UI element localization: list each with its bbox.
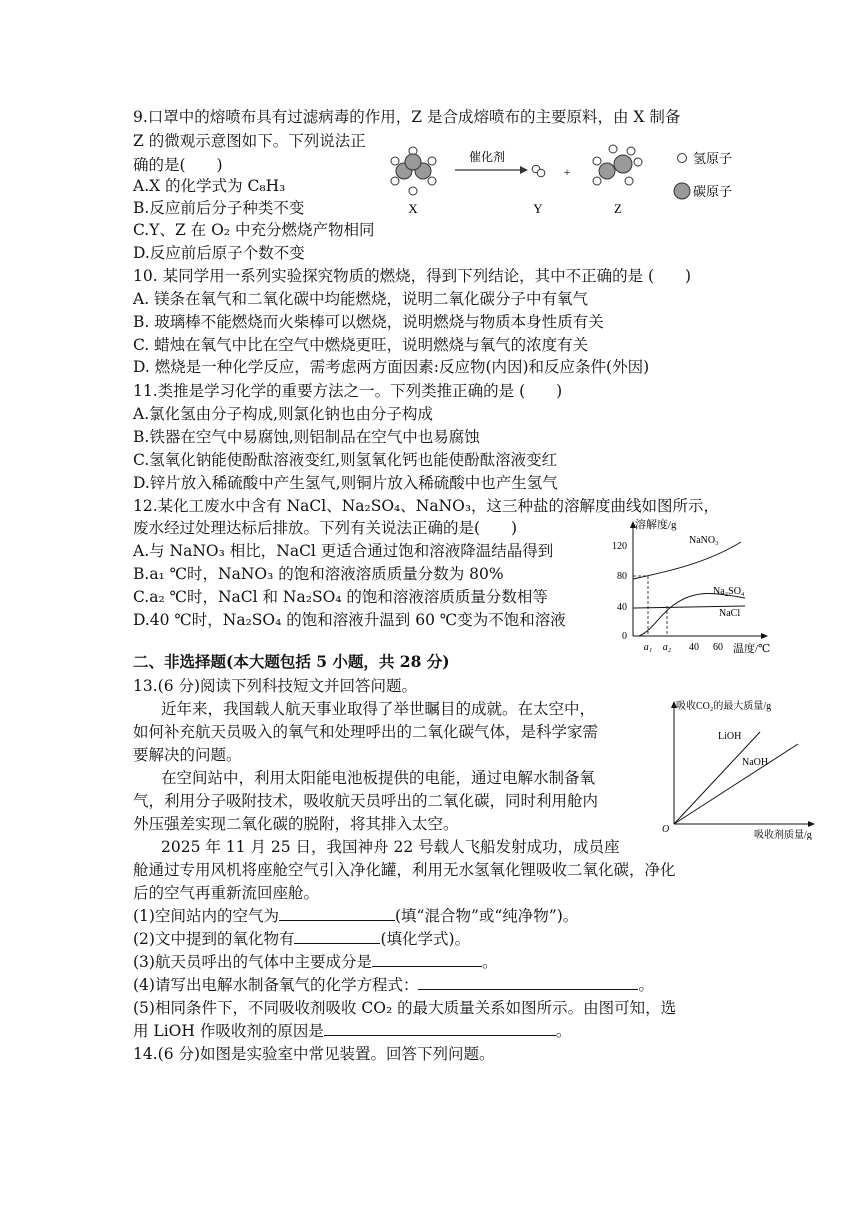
q9-stem-line1: 9.口罩中的熔喷布具有过滤病毒的作用，Z 是合成熔喷布的主要原料，由 X 制备 — [133, 108, 681, 126]
q13-sub4-blank[interactable] — [418, 975, 638, 990]
q13-sub4 — [133, 975, 654, 995]
q13-para1-line2: 如何补充航天员吸入的氧气和处理呼出的二氧化碳气体，是科学家需 — [133, 723, 599, 741]
q12-stem-line1: 12.某化工废水中含有 NaCl、Na₂SO₄、NaNO₃，这三种盐的溶解度曲线如图所示， — [133, 497, 720, 515]
q12-option-a: A.与 NaNO₃ 相比，NaCl 更适合通过饱和溶液降温结晶得到 — [133, 542, 554, 560]
q10-option-a: A. 镁条在氧气和二氧化碳中均能燃烧，说明二氧化碳分子中有氧气 — [133, 290, 589, 308]
x-axis-label: 吸收剂质量/g — [754, 830, 812, 840]
q13-sub1-prompt: (1)空间站内的空气为 — [133, 907, 279, 925]
origin-label: O — [662, 824, 670, 835]
x-axis-arrow-icon — [808, 821, 815, 827]
molecule-z — [593, 145, 642, 185]
label-x: X — [408, 201, 418, 216]
q12-stem-line2: 废水经过处理达标后排放。下列有关说法正确的是( ) — [133, 519, 518, 537]
q12-option-d: D.40 ℃时，Na₂SO₄ 的饱和溶液升温到 60 ℃变为不饱和溶液 — [133, 611, 566, 629]
q13-para3-line3: 后的空气再重新流回座舱。 — [133, 884, 320, 902]
q13-para3-line2: 舱通过专用风机将座舱空气引入净化罐，利用无水氢氧化锂吸收二氧化碳，净化 — [133, 861, 676, 879]
series-label-nano3: NaNO₃ — [689, 535, 719, 546]
q11-option-c: C.氢氧化钠能使酚酞溶液变红,则氢氧化钙也能使酚酞溶液变红 — [133, 451, 558, 469]
x-axis-arrow-icon — [761, 633, 768, 639]
x-tick: a₁ — [643, 642, 653, 653]
q13-sub3-prompt: (3)航天员呼出的气体中主要成分是 — [133, 953, 372, 971]
q10-option-d: D. 燃烧是一种化学反应，需考虑两方面因素:反应物(内因)和反应条件(外因) — [133, 358, 650, 376]
q13-sub3 — [133, 952, 497, 972]
q9-option-a: A.X 的化学式为 C₈H₃ — [133, 177, 286, 195]
q13-sub1-suffix: (填“混合物”或“纯净物”)。 — [394, 907, 579, 925]
q13-sub3-suffix: 。 — [481, 953, 498, 971]
y-tick: 40 — [617, 602, 627, 613]
series-label-na2so4: Na₂SO₄ — [713, 586, 745, 597]
series-label-naoh: NaOH — [742, 757, 769, 768]
y-tick: 80 — [617, 571, 627, 582]
curve-nano3 — [633, 542, 741, 579]
q13-sub5-line1: (5)相同条件下，不同吸收剂吸收 CO₂ 的最大质量关系如图所示。由图可知，选 — [133, 999, 677, 1017]
plus-sign: + — [563, 165, 571, 179]
q13-para1-line1: 近年来，我国载人航天事业取得了举世瞩目的成就。在太空中， — [161, 700, 596, 718]
q10-stem: 10. 某同学用一系列实验探究物质的燃烧，得到下列结论，其中不正确的是 ( ) — [133, 267, 692, 285]
q13-para1-line3: 要解决的问题。 — [133, 746, 242, 764]
legend-hydrogen-label: 氢原子 — [693, 151, 733, 166]
series-label-nacl: NaCl — [719, 608, 741, 619]
q12-option-c: C.a₂ ℃时，NaCl 和 Na₂SO₄ 的饱和溶液溶质质量分数相等 — [133, 588, 548, 606]
q13-sub5-blank[interactable] — [324, 1021, 556, 1036]
q9-option-d: D.反应前后原子个数不变 — [133, 244, 305, 262]
q11-option-b: B.铁器在空气中易腐蚀,则铝制品在空气中也易腐蚀 — [133, 428, 480, 446]
q11-option-d: D.锌片放入稀硫酸中产生氢气,则铜片放入稀硫酸中也产生氢气 — [133, 474, 558, 492]
absorbent-chart — [660, 696, 832, 840]
q11-stem: 11.类推是学习化学的重要方法之一。下列类推正确的是 ( ) — [133, 382, 563, 400]
y-tick: 120 — [612, 541, 627, 552]
catalyst-label: 催化剂 — [468, 150, 506, 164]
molecule-x — [391, 147, 436, 195]
q14-stem: 14.(6 分)如图是实验室中常见装置。回答下列问题。 — [133, 1045, 495, 1063]
x-tick: 40 — [689, 642, 699, 653]
q13-sub3-blank[interactable] — [372, 952, 482, 967]
q9-option-b: B.反应前后分子种类不变 — [133, 199, 305, 217]
q11-option-a: A.氯化氢由分子构成,则氯化钠也由分子构成 — [133, 405, 434, 423]
section-heading: 二、非选择题(本大题包括 5 小题，共 28 分) — [133, 652, 450, 671]
y-tick: 0 — [622, 631, 627, 642]
legend-hydrogen-icon — [678, 154, 687, 163]
q13-sub2-prompt: (2)文中提到的氧化物有 — [133, 930, 295, 948]
q9-option-c: C.Y、Z 在 O₂ 中充分燃烧产物相同 — [133, 221, 375, 239]
x-tick: a₂ — [662, 642, 672, 653]
y-axis-label: 溶解度/g — [635, 519, 677, 531]
q13-sub5-line2 — [133, 1021, 571, 1041]
q13-sub4-prompt: (4)请写出电解水制备氧气的化学方程式： — [133, 976, 419, 994]
q13-sub5-prompt: 用 LiOH 作吸收剂的原因是 — [133, 1022, 324, 1040]
x-tick: 60 — [713, 642, 723, 653]
y-axis-label: 吸收CO₂的最大质量/g — [676, 701, 772, 712]
q13-sub2-blank[interactable] — [294, 929, 380, 944]
legend-carbon-label: 碳原子 — [693, 184, 733, 199]
reaction-diagram — [380, 140, 760, 222]
q9-stem-line2: Z 的微观示意图如下。下列说法正 — [133, 132, 366, 150]
q13-sub5-suffix: 。 — [555, 1022, 572, 1040]
molecule-y — [532, 165, 545, 177]
q10-option-c: C. 蜡烛在氧气中比在空气中燃烧更旺，说明燃烧与氧气的浓度有关 — [133, 336, 589, 354]
q9-stem-line3: 确的是( ) — [133, 156, 223, 174]
q13-sub2 — [133, 929, 470, 949]
arrow-head-icon — [520, 166, 528, 174]
q13-sub2-suffix: (填化学式)。 — [380, 930, 471, 948]
series-label-lioh: LiOH — [718, 731, 742, 742]
q13-stem: 13.(6 分)阅读下列科技短文并回答问题。 — [133, 677, 418, 695]
q13-sub4-suffix: 。 — [638, 976, 654, 994]
x-axis-label: 温度/℃ — [733, 643, 771, 655]
line-lioh — [674, 732, 760, 824]
label-z: Z — [614, 201, 622, 216]
q13-sub1 — [133, 906, 578, 926]
q10-option-b: B. 玻璃棒不能燃烧而火柴棒可以燃烧，说明燃烧与物质本身性质有关 — [133, 313, 604, 331]
q13-para2-line1: 在空间站中，利用太阳能电池板提供的电能，通过电解水制备氧 — [161, 769, 596, 787]
line-naoh — [674, 744, 798, 824]
q12-option-b: B.a₁ ℃时，NaNO₃ 的饱和溶液溶质质量分数为 80% — [133, 565, 504, 583]
solubility-chart — [605, 518, 775, 658]
legend-carbon-icon — [674, 183, 690, 199]
q13-para2-line2: 气，利用分子吸附技术，吸收航天员呼出的二氧化碳，同时利用舱内 — [133, 792, 599, 810]
q13-para3-line1: 2025 年 11 月 25 日，我国神舟 22 号载人飞船发射成功，成员座 — [161, 838, 620, 856]
q13-sub1-blank[interactable] — [279, 906, 395, 921]
label-y: Y — [533, 201, 543, 216]
q13-para2-line3: 外压强差实现二氧化碳的脱附，将其排入太空。 — [133, 815, 459, 833]
